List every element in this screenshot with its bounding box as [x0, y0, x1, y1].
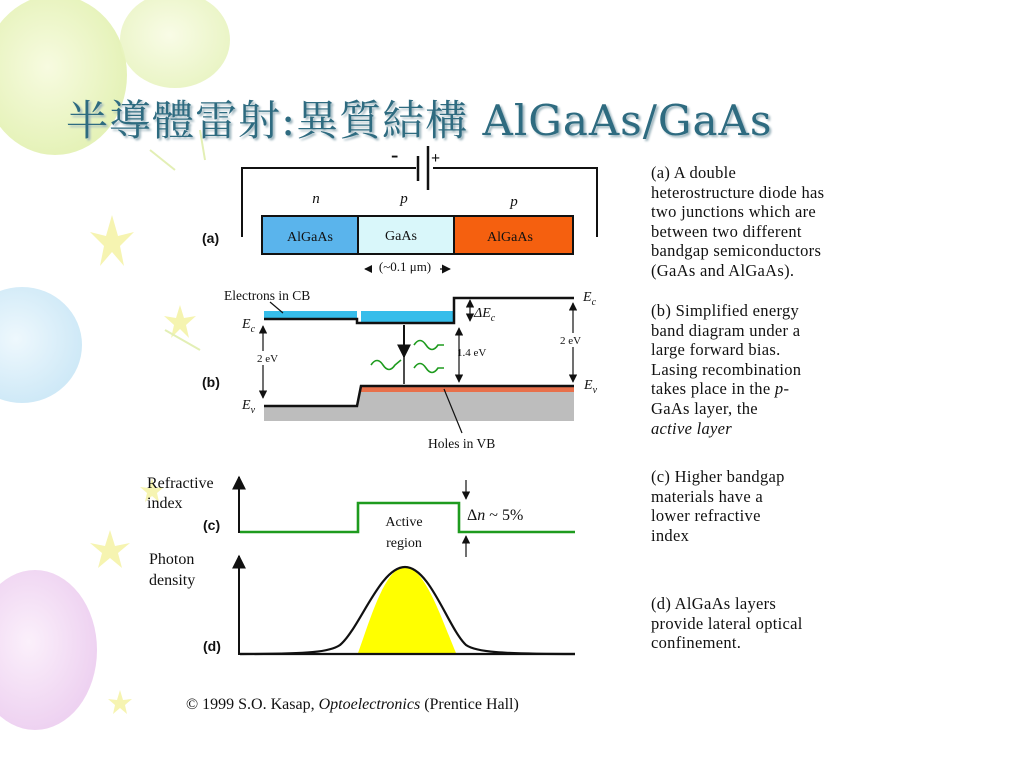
layer-type-p: p: [400, 191, 408, 207]
delta-n-label: Δn ~ 5%: [467, 507, 524, 524]
panel-c: [147, 475, 575, 557]
panel-d-label: (d): [203, 638, 221, 654]
ec-label-right: $E_c$: [583, 290, 597, 308]
panel-d: [149, 551, 575, 655]
conduction-band-electrons: [361, 311, 454, 323]
panel-b-label: (b): [202, 374, 220, 390]
panel-c-label: (c): [203, 517, 221, 533]
layer-type-p: p: [510, 194, 518, 210]
caption-b: (b) Simplified energy band diagram under a large forward bias. Lasing recombination takes place in the p- GaAs layer, the active layer: [651, 301, 802, 438]
caption-d: (d) AlGaAs layers provide lateral optical confinement.: [651, 594, 803, 653]
layer-type-n: n: [312, 191, 320, 207]
bandgap-left-label: 2 eV: [257, 353, 279, 365]
ev-label-left: $E_v$: [242, 398, 256, 416]
electrons-in-cb-label: Electrons in CB: [224, 288, 311, 303]
caption-c: (c) Higher bandgap materials have a lower refractive index: [651, 467, 785, 545]
refractive-index-label: Refractive index: [147, 475, 214, 512]
photon-density-label: Photon density: [149, 551, 196, 589]
bandgap-right-label: 2 eV: [560, 335, 582, 347]
active-region-label: Active region: [385, 515, 423, 551]
holes-in-vb-label: Holes in VB: [428, 436, 496, 451]
copyright-credit: © 1999 S.O. Kasap, Optoelectronics (Prentice Hall): [186, 696, 519, 713]
ec-label-left: $E_c$: [242, 317, 256, 335]
battery-minus-sign: -: [391, 142, 399, 167]
photon-density-fill: [358, 567, 456, 653]
layer-material-label: AlGaAs: [487, 230, 533, 245]
battery-plus-sign: +: [431, 150, 441, 167]
page-title: 半導體雷射:異質結構 AlGaAs/GaAs: [66, 96, 773, 145]
layer-material-label: GaAs: [385, 229, 417, 244]
panel-a-label: (a): [202, 230, 220, 246]
battery-symbol: [418, 146, 428, 190]
delta-ec-label: $\Delta E_c$: [474, 306, 496, 324]
photon-emission-waves: [371, 341, 444, 373]
caption-a: (a) A double heterostructure diode has two junctions which are between two different bandgap semiconductors (GaAs and AlGaAs).: [651, 163, 825, 280]
ev-label-right: $E_v$: [584, 378, 598, 396]
thickness-label: (~0.1 μm): [378, 259, 432, 274]
panel-a: [202, 142, 597, 276]
bandgap-middle-label: 1.4 eV: [457, 347, 487, 359]
layer-material-label: AlGaAs: [287, 230, 333, 245]
panel-b: [202, 288, 598, 451]
